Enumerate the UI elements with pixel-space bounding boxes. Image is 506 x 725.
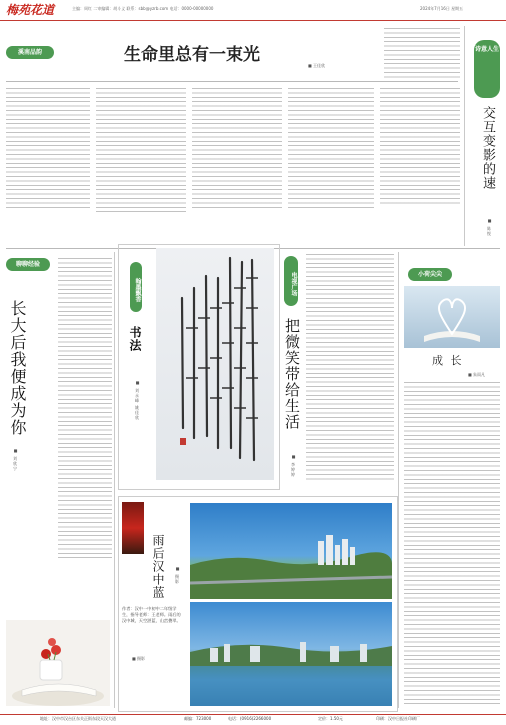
lead-article-author: ■ 王佳欣 [308, 63, 326, 68]
section-label-right-mid: 小荷尖尖 [408, 268, 452, 281]
calligraphy-brushstrokes [156, 248, 274, 480]
article-body-column [192, 88, 282, 210]
footer-price: 定价：1.50元 [318, 716, 343, 721]
grow-article-title: 长大后我便成为你 [8, 300, 27, 436]
seal-stamp [180, 438, 186, 445]
flower-book-photo [6, 620, 110, 706]
section-label-right-top [474, 40, 500, 98]
footer-phone: 电话：(0916)2266000 [228, 716, 272, 721]
photo-feature-author: ■ 摄影 [175, 566, 180, 585]
river-city-illustration [190, 602, 392, 706]
photo-credit: ■ 摄影 [132, 656, 146, 661]
header-info: 主编：周红 二审编辑：胡斗义 联系：sbb@yzrb.com 电话：0000-00000000 [72, 6, 214, 11]
smile-article-title: 把微笑带给生活 [283, 318, 301, 430]
decorative-red-banner [122, 502, 144, 554]
divider [398, 252, 399, 708]
growth-article-author: ■ 朱雨凡 [468, 372, 486, 377]
section-label-calligraphy: 翰墨飘香 [130, 262, 142, 312]
section-label-left-mid: 聊聊经验 [6, 258, 50, 271]
article-body-column [6, 88, 90, 208]
calligraphy-author: ■ 刘永峰 姚佳欣 [135, 380, 140, 421]
poem-lines [384, 28, 460, 78]
issue-date: 2024年7月16日 星期五 [420, 6, 464, 11]
section-label-top-left: 溪南品韵 [6, 46, 54, 59]
calligraphy-title: 书法 [128, 326, 142, 352]
city-skyline-illustration [190, 503, 392, 599]
city-skyline-photo [190, 503, 392, 599]
footer-printer: 印刷：汉中日报社印刷厂 [376, 716, 420, 721]
divider [114, 252, 115, 708]
photo-feature-title: 雨后汉中蓝 [151, 534, 165, 599]
photo-caption: 作者：汉中一中初中二年级学生，指导老师：王老师。雨后的汉中城，天空湛蓝，山峦叠翠。 [122, 606, 181, 623]
section-label-middle: 电视广场 [284, 256, 298, 306]
river-city-photo [190, 602, 392, 706]
divider [464, 26, 465, 246]
divider [6, 81, 458, 82]
smile-article-author: ■ 李婷婷 [291, 454, 296, 478]
flower-book-illustration [6, 620, 110, 706]
section-label-text: 诗意人生 [474, 46, 499, 53]
article-body-column [96, 88, 186, 213]
footer-zip: 邮编：723000 [184, 716, 212, 721]
article-body-column [306, 254, 394, 480]
article-body-column [58, 258, 112, 558]
poem-title: 交互变影的速 [480, 106, 495, 190]
grow-article-author: ■ 刘欣宁 [13, 448, 18, 472]
lead-article-title: 生命里总有一束光 [124, 45, 260, 65]
article-body-column [288, 88, 374, 210]
poem-author: ■ 陈悦 [487, 218, 492, 237]
heart-book-photo [404, 286, 500, 348]
article-body-column [380, 88, 460, 206]
heart-book-illustration [404, 286, 500, 348]
calligraphy-scroll-image [156, 248, 274, 480]
footer-address: 地址：汉中市汉台区东关正街东段天汉大道 [40, 716, 116, 721]
masthead-logo: 梅苑花道 [6, 3, 55, 17]
growth-article-title: 成 长 [432, 354, 464, 367]
article-body-column [404, 382, 500, 706]
